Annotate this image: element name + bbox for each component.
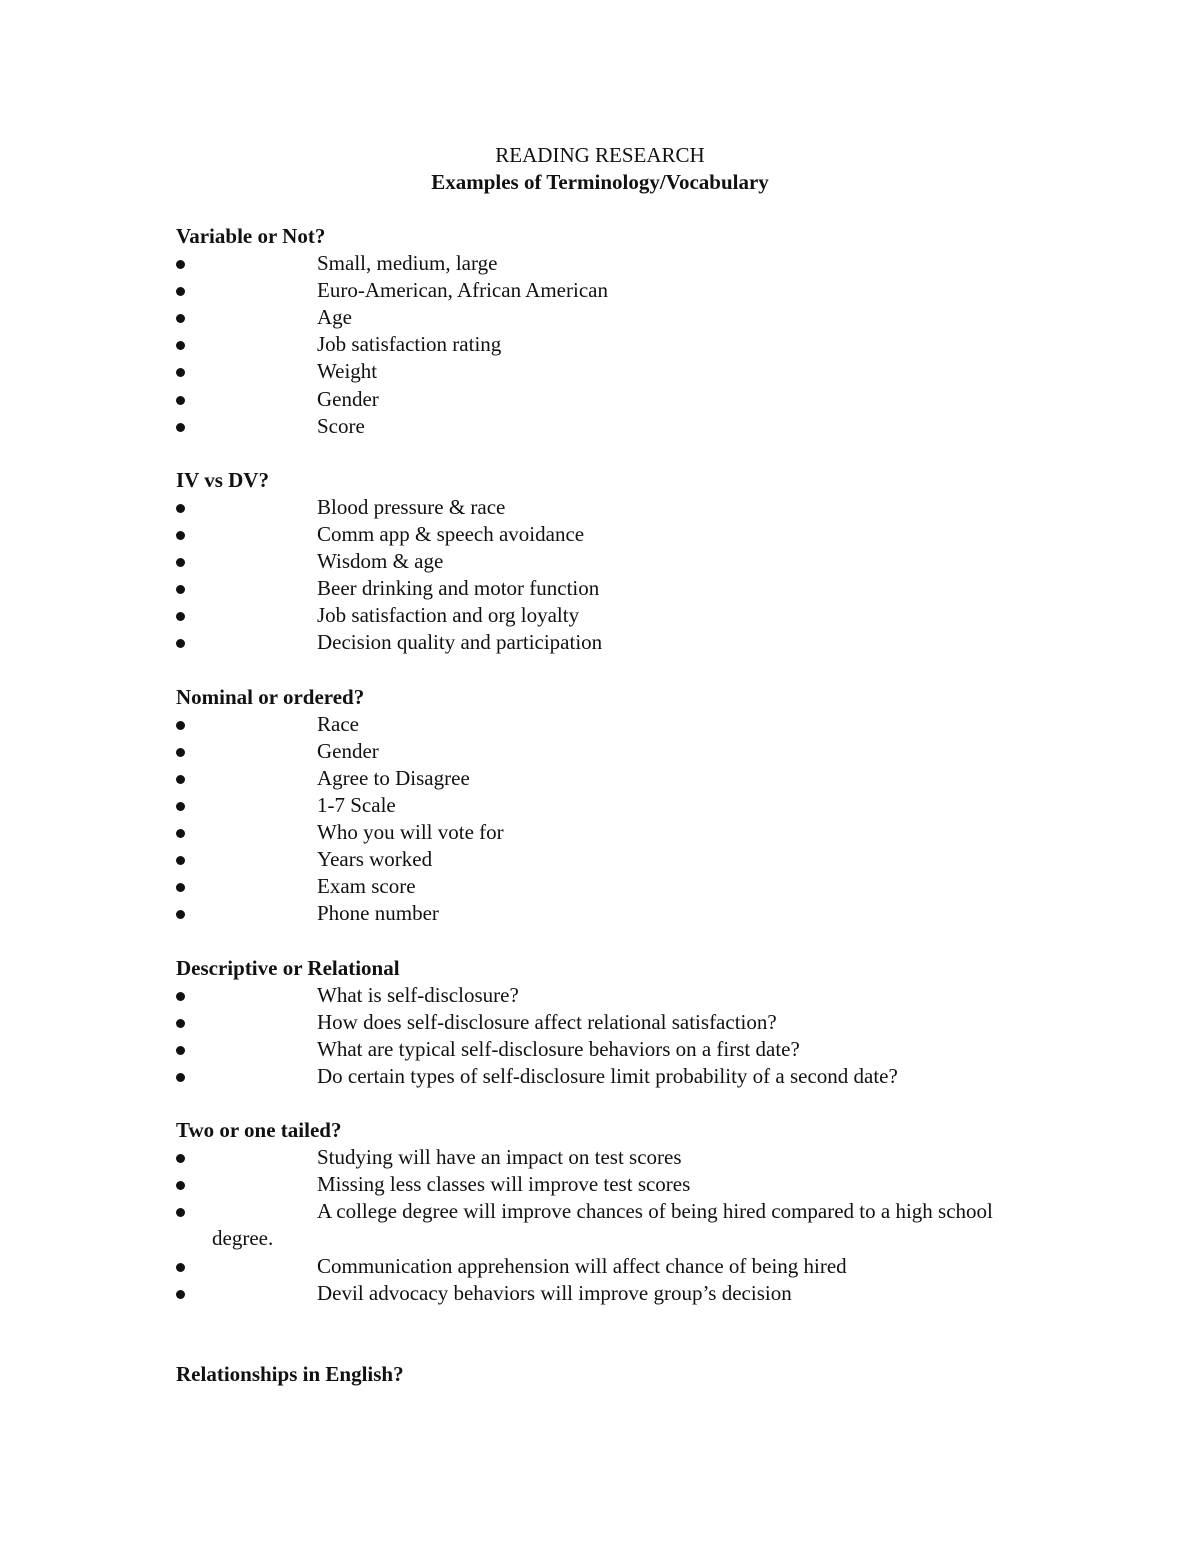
list-item-text: Do certain types of self-disclosure limit probability of a second date? <box>317 1063 898 1088</box>
bullet-icon <box>176 585 185 594</box>
list-item <box>176 792 1056 819</box>
list-item <box>176 982 1056 1009</box>
list-item-text: Agree to Disagree <box>317 765 470 790</box>
list-item <box>176 358 1056 385</box>
list-item-text: What are typical self-disclosure behaviors on a first date? <box>317 1036 800 1061</box>
bullet-icon <box>176 1073 185 1082</box>
list-item-text: Devil advocacy behaviors will improve group’s decision <box>317 1280 792 1305</box>
list-item-text: Blood pressure & race <box>317 494 506 519</box>
section-nominal-or-ordered <box>176 684 1056 928</box>
list-item <box>176 1009 1056 1036</box>
bullet-icon <box>176 775 185 784</box>
bullet-icon <box>176 883 185 892</box>
list-item <box>176 304 1056 331</box>
bullet-icon <box>176 639 185 648</box>
bullet-icon <box>176 748 185 757</box>
bullet-icon <box>176 423 185 432</box>
section-heading: Relationships in English? <box>176 1361 404 1386</box>
list-item <box>176 494 1056 521</box>
bullet-list <box>176 711 1056 928</box>
section-two-or-one-tailed <box>176 1117 1056 1307</box>
bullet-list <box>176 494 1056 657</box>
list-item <box>176 765 1056 792</box>
list-item <box>176 846 1056 873</box>
bullet-icon <box>176 1181 185 1190</box>
bullet-list <box>176 250 1056 440</box>
list-item-text: Age <box>317 305 352 330</box>
list-item-text: 1-7 Scale <box>317 792 396 817</box>
bullet-icon <box>176 1208 185 1217</box>
list-item <box>176 1063 1056 1090</box>
title-block <box>0 142 1200 196</box>
bullet-list <box>176 982 1056 1090</box>
list-item-text: Exam score <box>317 874 416 899</box>
list-item <box>176 386 1056 413</box>
section-iv-vs-dv <box>176 467 1056 657</box>
document-body <box>176 223 1056 1415</box>
list-item-text: Euro-American, African American <box>317 278 608 303</box>
list-item-text: A college degree will improve chances of being hired compared to a high school degree. <box>212 1199 993 1251</box>
list-item <box>176 413 1056 440</box>
list-item-text: Phone number <box>317 901 439 926</box>
list-item <box>176 277 1056 304</box>
document-title: READING RESEARCH <box>495 143 705 167</box>
section-heading: Variable or Not? <box>176 224 326 248</box>
list-item-text: Comm app & speech avoidance <box>317 522 585 547</box>
section-descriptive-or-relational <box>176 955 1056 1090</box>
list-item <box>176 900 1056 927</box>
list-item-text: Small, medium, large <box>317 251 498 276</box>
list-item-text: Race <box>317 711 359 736</box>
section-heading: Descriptive or Relational <box>176 955 400 980</box>
bullet-icon <box>176 802 185 811</box>
list-item <box>176 1198 1056 1252</box>
section-variable-or-not <box>176 223 1056 440</box>
list-item <box>176 1036 1056 1063</box>
bullet-icon <box>176 856 185 865</box>
list-item <box>176 819 1056 846</box>
list-item <box>176 711 1056 738</box>
bullet-icon <box>176 1154 185 1163</box>
section-heading: IV vs DV? <box>176 467 269 492</box>
bullet-icon <box>176 1263 185 1272</box>
list-item-text: Wisdom & age <box>317 549 444 574</box>
list-item-text: Missing less classes will improve test scores <box>317 1172 691 1197</box>
document-subtitle: Examples of Terminology/Vocabulary <box>431 170 769 194</box>
bullet-icon <box>176 531 185 540</box>
list-item-text: How does self-disclosure affect relational satisfaction? <box>317 1009 777 1034</box>
list-item-text: Communication apprehension will affect chance of being hired <box>317 1253 847 1278</box>
list-item-text: Who you will vote for <box>317 820 504 845</box>
bullet-icon <box>176 341 185 350</box>
section-heading: Nominal or ordered? <box>176 684 365 709</box>
bullet-icon <box>176 1290 185 1299</box>
bullet-icon <box>176 368 185 377</box>
bullet-list <box>176 1144 1056 1307</box>
list-item-text: Job satisfaction rating <box>317 332 502 357</box>
list-item <box>176 873 1056 900</box>
bullet-icon <box>176 396 185 405</box>
section-heading: Two or one tailed? <box>176 1118 342 1143</box>
list-item <box>176 331 1056 358</box>
list-item <box>176 738 1056 765</box>
bullet-icon <box>176 260 185 269</box>
bullet-icon <box>176 1019 185 1028</box>
list-item-text: Years worked <box>317 847 433 872</box>
bullet-icon <box>176 829 185 838</box>
list-item <box>176 1144 1056 1171</box>
bullet-icon <box>176 314 185 323</box>
list-item-text: Score <box>317 413 365 438</box>
bullet-icon <box>176 612 185 621</box>
bullet-icon <box>176 558 185 567</box>
list-item <box>176 602 1056 629</box>
list-item-text: Gender <box>317 738 379 763</box>
list-item <box>176 575 1056 602</box>
list-item <box>176 1253 1056 1280</box>
list-item <box>176 629 1056 656</box>
list-item-text: Decision quality and participation <box>317 630 603 655</box>
list-item <box>176 1171 1056 1198</box>
list-item <box>176 1280 1056 1307</box>
list-item-text: Weight <box>317 359 378 384</box>
list-item <box>176 521 1056 548</box>
bullet-icon <box>176 504 185 513</box>
list-item <box>176 548 1056 575</box>
list-item-text: Gender <box>317 386 379 411</box>
list-item-text: Job satisfaction and org loyalty <box>317 603 580 628</box>
bullet-icon <box>176 1046 185 1055</box>
list-item-text: Beer drinking and motor function <box>317 576 600 601</box>
bullet-icon <box>176 721 185 730</box>
section-relationships-in-english <box>176 1361 1056 1388</box>
bullet-icon <box>176 992 185 1001</box>
list-item-text: What is self-disclosure? <box>317 982 519 1007</box>
list-item-text: Studying will have an impact on test scores <box>317 1145 682 1170</box>
bullet-icon <box>176 910 185 919</box>
list-item <box>176 250 1056 277</box>
bullet-icon <box>176 287 185 296</box>
